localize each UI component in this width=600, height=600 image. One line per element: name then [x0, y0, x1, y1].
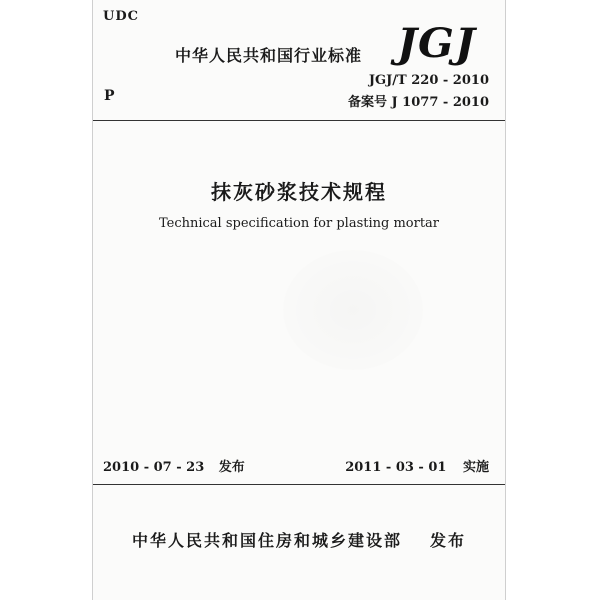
bottom-divider — [93, 484, 505, 485]
record-number: 备案号 J 1077 - 2010 — [347, 95, 489, 110]
standard-number: JGJ/T 220 - 2010 — [368, 73, 489, 88]
standard-cover — [92, 0, 506, 600]
publisher-name: 中华人民共和国住房和城乡建设部 — [131, 531, 402, 550]
industry-standard-heading: 中华人民共和国行业标准 — [175, 46, 363, 65]
top-divider — [93, 120, 505, 121]
implement-date: 2011 - 03 - 01 — [345, 460, 447, 475]
publish-label: 发布 — [430, 531, 467, 550]
issue-date-line — [103, 456, 245, 475]
issue-label: 发布 — [218, 460, 245, 475]
category-code: P — [104, 88, 115, 104]
implement-label: 实施 — [462, 460, 489, 475]
issue-date: 2010 - 07 - 23 — [103, 460, 205, 475]
jgj-logo: JGJ — [397, 20, 476, 67]
document-title-english: Technical specification for plasting mortar — [158, 216, 440, 231]
document-title-chinese: 抹灰砂浆技术规程 — [211, 180, 387, 204]
publisher-line — [93, 528, 505, 551]
udc-code: UDC — [103, 9, 139, 24]
implement-date-line — [345, 456, 489, 475]
paper-texture — [283, 250, 423, 370]
